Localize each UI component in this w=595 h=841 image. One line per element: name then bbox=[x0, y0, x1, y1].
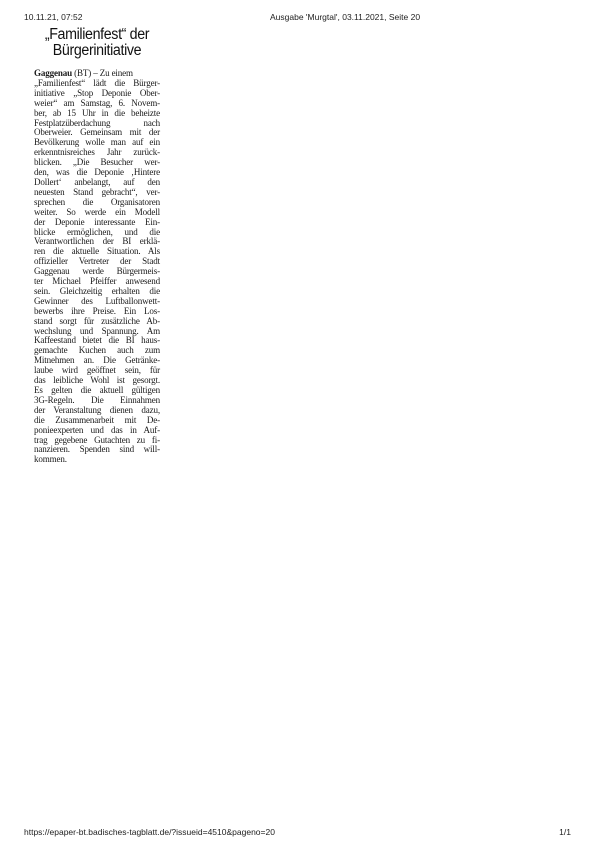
article-body-line: laube wird geöffnet sein, für bbox=[34, 365, 160, 376]
article-body-line: erkenntnisreiches Jahr zurück- bbox=[34, 147, 160, 158]
page-count: 1/1 bbox=[559, 827, 571, 837]
article-body-line: wechslung und Spannung. Am bbox=[34, 325, 160, 336]
article-body-line: der Deponie interessante Ein- bbox=[34, 216, 160, 227]
article-body-line: sprechen die Organisatoren bbox=[34, 196, 160, 207]
article-body-line: blicken. „Die Besucher wer- bbox=[34, 157, 160, 168]
article-body-line: ber, ab 15 Uhr in die beheizte bbox=[34, 107, 160, 118]
article-body-line: den, was die Deponie ‚Hintere bbox=[34, 167, 160, 178]
article-dateline: Gaggenau bbox=[34, 68, 73, 78]
article-body-line: der Veranstaltung dienen dazu, bbox=[34, 404, 160, 415]
article-body-line: bewerbs ihre Preise. Ein Los- bbox=[34, 305, 160, 316]
article-body-line: offizieller Vertreter der Stadt bbox=[34, 256, 160, 267]
article-title bbox=[39, 27, 155, 59]
article-body-text: (BT) – Zu einem bbox=[72, 68, 133, 78]
article-body-line: Verantwortlichen der BI erklä- bbox=[34, 236, 160, 247]
article-body-line: ter Michael Pfeiffer anwesend bbox=[34, 276, 160, 287]
article-body-line: nanzieren. Spenden sind will- bbox=[34, 444, 160, 455]
article-title-line: Bürgerinitiative bbox=[52, 42, 142, 59]
article-body-line: stand sorgt für zusätzliche Ab- bbox=[34, 315, 160, 326]
article-body bbox=[34, 69, 160, 465]
article-body-line: gemachte Kuchen auch zum bbox=[34, 345, 160, 356]
article-body-line: 3G-Regeln. Die Einnahmen bbox=[34, 394, 160, 405]
print-datetime: 10.11.21, 07:52 bbox=[24, 12, 83, 22]
article-body-line: Kaffeestand bietet die BI haus- bbox=[34, 335, 160, 346]
article-body-line: blicke ermöglichen, und die bbox=[34, 226, 160, 237]
article-body-line: Bevölkerung wolle man auf ein bbox=[34, 137, 160, 148]
article-body-line: trag gegebene Gutachten zu fi- bbox=[34, 434, 160, 445]
article-body-line: Festplatzüberdachung nach bbox=[34, 117, 160, 128]
article-body-line: Es gelten die aktuell gültigen bbox=[34, 385, 160, 395]
article-body-line: „Familienfest“ lädt die Bürger- bbox=[34, 77, 160, 88]
article-body-line: sein. Gleichzeitig erhalten die bbox=[34, 285, 160, 296]
article-body-line: weier“ am Samstag, 6. Novem- bbox=[34, 97, 160, 108]
article-body-line: Gaggenau werde Bürgermeis- bbox=[34, 266, 160, 277]
article-body-line: Mitnehmen an. Die Getränke- bbox=[34, 355, 160, 366]
article-body-line: weiter. So werde ein Modell bbox=[34, 206, 160, 217]
article-body-line: das leibliche Wohl ist gesorgt. bbox=[34, 375, 160, 386]
article-title-line: „Familienfest“ der bbox=[44, 26, 150, 43]
article-body-line: ponieexperten und das in Auf- bbox=[34, 424, 160, 435]
article-body-line: Gewinner des Luftballonwett- bbox=[34, 295, 160, 306]
article-body-line: Oberweier. Gemeinsam mit der bbox=[34, 127, 160, 138]
article-body-line: ren die aktuelle Situation. Als bbox=[34, 246, 160, 257]
article-body-line: Dollert‘ anbelangt, auf den bbox=[34, 176, 160, 187]
article-body-line: initiative „Stop Deponie Ober- bbox=[34, 87, 160, 98]
article bbox=[34, 27, 160, 465]
source-url: https://epaper-bt.badisches-tagblatt.de/?issueid=4510&pageno=20 bbox=[24, 827, 275, 837]
edition-info: Ausgabe 'Murgtal', 03.11.2021, Seite 20 bbox=[270, 12, 421, 22]
article-body-line: kommen. bbox=[34, 454, 67, 465]
article-body-line: neuesten Stand gebracht“, ver- bbox=[34, 186, 160, 197]
article-body-line: die Zusammenarbeit mit De- bbox=[34, 414, 160, 425]
